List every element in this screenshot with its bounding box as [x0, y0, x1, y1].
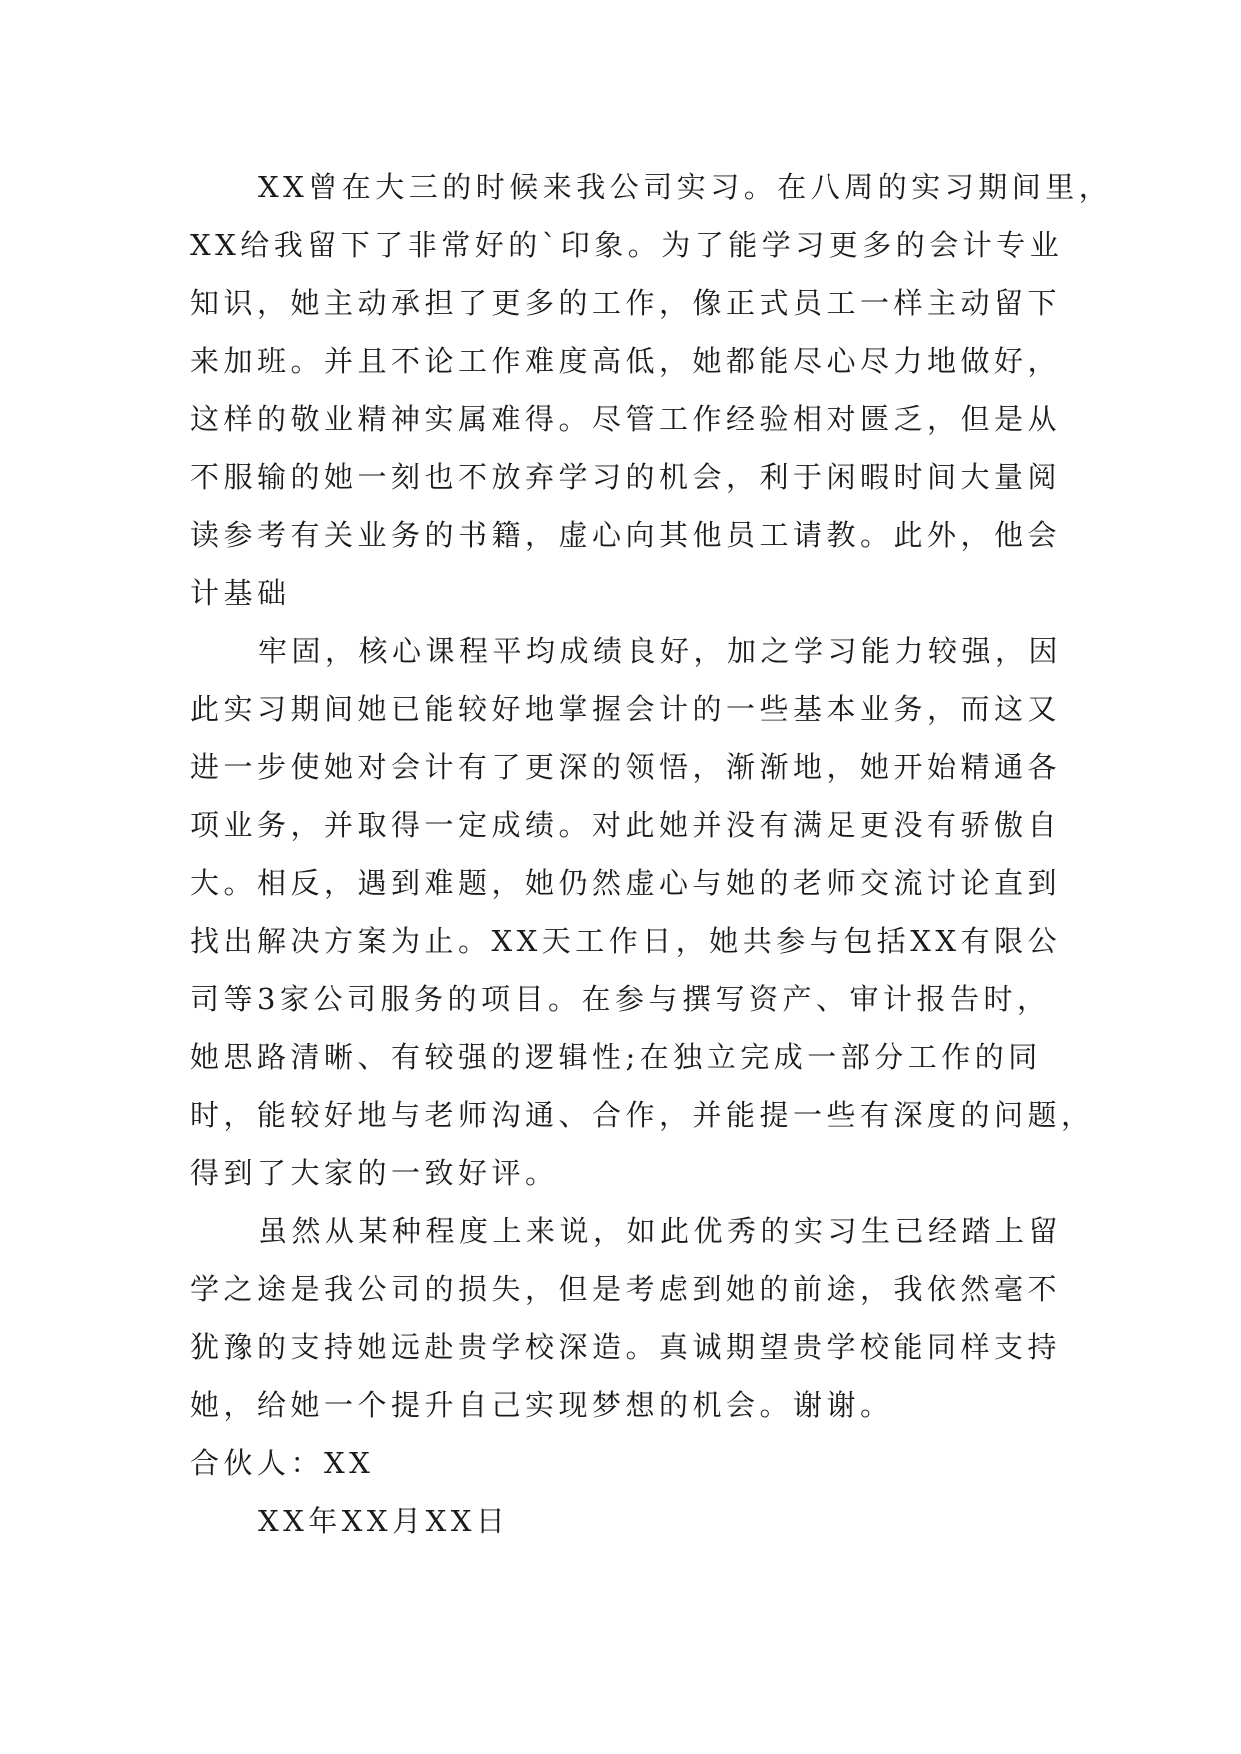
paragraph-1	[190, 158, 1113, 622]
text-line: 知识，她主动承担了更多的工作，像正式员工一样主动留下	[190, 286, 1062, 320]
text-line: XX曾在大三的时候来我公司实习。在八周的实习期间里，	[258, 170, 1113, 204]
text-line: 得到了大家的一致好评。	[190, 1156, 559, 1190]
text-line: 进一步使她对会计有了更深的领悟，渐渐地，她开始精通各	[190, 750, 1062, 784]
text-line: XX给我留下了非常好的`印象。为了能学习更多的会计专业	[190, 228, 1064, 262]
text-line: 犹豫的支持她远赴贵学校深造。真诚期望贵学校能同样支持	[190, 1330, 1062, 1364]
signature	[190, 1434, 1060, 1492]
paragraph-3	[190, 1202, 1063, 1434]
text-line: 找出解决方案为止。XX天工作日，她共参与包括XX有限公	[190, 924, 1062, 958]
text-line: 虽然从某种程度上来说，如此优秀的实习生已经踏上留	[258, 1214, 1063, 1248]
text-line: 项业务，并取得一定成绩。对此她并没有满足更没有骄傲自	[190, 808, 1062, 842]
text-line: 牢固，核心课程平均成绩良好，加之学习能力较强，因	[258, 634, 1063, 668]
text-line: 司等3家公司服务的项目。在参与撰写资产、审计报告时，	[190, 982, 1051, 1016]
signature-line: 合伙人：XX	[190, 1446, 375, 1480]
date	[190, 1492, 1060, 1550]
text-line: 来加班。并且不论工作难度高低，她都能尽心尽力地做好，	[190, 344, 1062, 378]
text-line: 学之途是我公司的损失，但是考虑到她的前途，我依然毫不	[190, 1272, 1062, 1306]
text-line: 读参考有关业务的书籍，虚心向其他员工请教。此外，他会	[190, 518, 1062, 552]
date-line: XX年XX月XX日	[258, 1504, 510, 1538]
text-line: 她，给她一个提升自己实现梦想的机会。谢谢。	[190, 1388, 894, 1422]
paragraph-2	[190, 622, 1095, 1202]
text-line: 不服输的她一刻也不放弃学习的机会，利于闲暇时间大量阅	[190, 460, 1062, 494]
text-line: 这样的敬业精神实属难得。尽管工作经验相对匮乏，但是从	[190, 402, 1062, 436]
text-line: 计基础	[190, 576, 291, 610]
text-line: 时，能较好地与老师沟通、合作，并能提一些有深度的问题，	[190, 1098, 1095, 1132]
text-line: 她思路清晰、有较强的逻辑性;在独立完成一部分工作的同	[190, 1040, 1042, 1074]
text-line: 大。相反，遇到难题，她仍然虚心与她的老师交流讨论直到	[190, 866, 1062, 900]
text-line: 此实习期间她已能较好地掌握会计的一些基本业务，而这又	[190, 692, 1062, 726]
